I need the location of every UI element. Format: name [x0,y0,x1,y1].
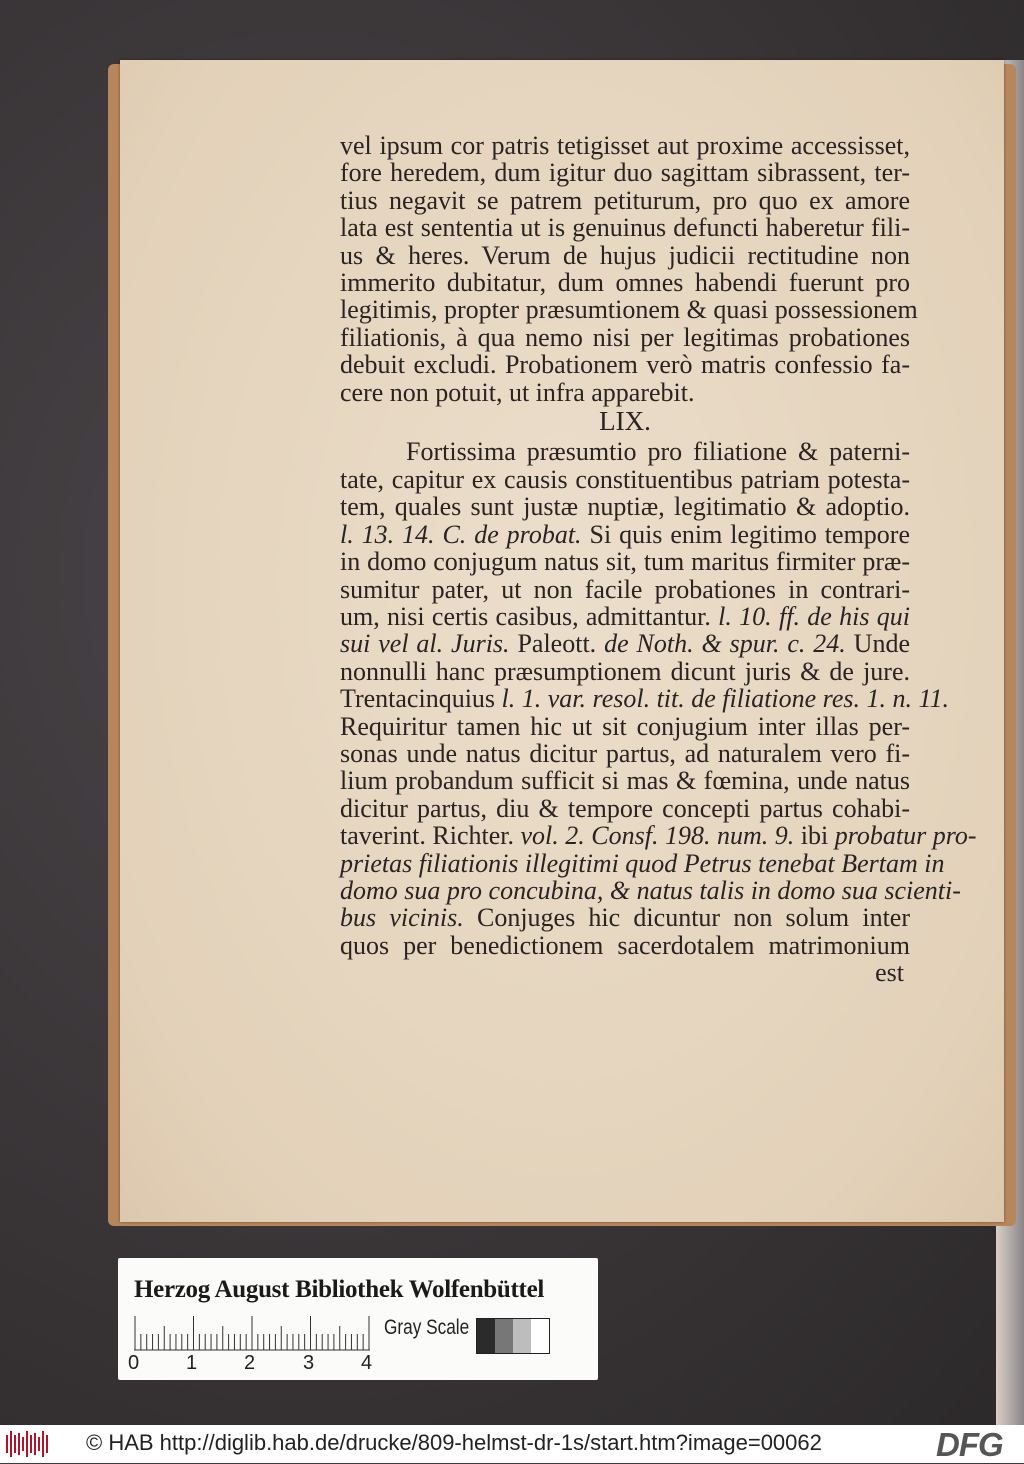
text-line: Fortissima præsumtio pro filiatione & paterni- [406,437,910,467]
text-run: Si quis enim legitimo tempore [581,519,910,549]
text-line: vel ipsum cor patris tetigisset aut proxime accessisset, [340,131,910,160]
citation: l. 10. ff. de his qui [718,601,910,631]
text-line: sonas unde natus dicitur partus, ad naturalem vero fi- [340,738,910,768]
text-run: Conjuges hic dicuntur non solum inter [463,903,910,933]
text-line: us & heres. Verum de hujus judicii rectitudine non [340,240,910,270]
text-line [340,630,910,657]
library-name: Herzog August Bibliothek Wolfenbüttel [134,1276,545,1303]
text-line: debuit excludi. Probationem verò matris confessio fa- [340,350,910,380]
ruler-number: 4 [361,1352,373,1374]
ruler-number: 1 [186,1352,198,1374]
text-line: quos per benedictionem sacerdotalem matrimonium [340,930,910,960]
citation: l. 1. var. resol. tit. de filiatione res. 1. n. 11. [501,684,950,714]
ruler-number: 0 [128,1352,140,1374]
citation: prietas filiationis illegitimi quod Petrus tenebat Bertam in [340,848,945,878]
catchword: est [875,958,904,988]
section-heading: LIX. [599,406,651,437]
ruler-number: 2 [244,1352,256,1374]
text-line: lium probandum sufficit si mas & fœmina, unde natus [340,766,910,796]
text-line: in domo conjugum natus sit, tum maritus firmiter præ- [340,547,910,577]
citation: probatur pro- [834,821,977,851]
text-line [340,603,910,630]
citation: de Noth. & spur. c. 24. [604,629,846,659]
gray-swatch [531,1319,549,1353]
hab-barcode-logo-icon [6,1431,48,1457]
text-line [340,821,977,851]
citation: sui vel al. Juris. [340,629,510,659]
text-line [340,904,910,931]
text-line [340,848,945,878]
text-run: ibi [794,821,835,851]
gray-scale-swatch [476,1318,550,1354]
ruler-numbers [128,1352,388,1374]
text-line [340,875,961,905]
text-run: taverint. Richter. [340,821,521,851]
ruler-number: 3 [303,1352,315,1374]
citation: domo sua pro concubina, & natus talis in domo sua scienti- [340,875,961,905]
text-line: tem, quales sunt justæ nuptiæ, legitimatio & adoptio. [340,492,910,522]
citation: vol. 2. Consf. 198. num. 9. [520,821,795,851]
text-line: tius negavit se patrem petiturum, pro quo ex amore [340,185,910,215]
gray-scale-label: Gray Scale [384,1316,470,1339]
gray-swatch [513,1319,531,1353]
ruler-scale-icon [134,1312,370,1352]
gray-swatch [477,1319,495,1353]
text-line: nonnulli hanc præsumptionem dicunt juris & de jure. [340,656,910,686]
copyright-url[interactable]: © HAB http://diglib.hab.de/drucke/809-helmst-dr-1s/start.htm?image=00062 [86,1430,822,1455]
text-line: legitimis, propter præsumtionem & quasi possessionem [340,295,918,325]
text-run: Unde [845,629,910,659]
text-line: fore heredem, dum igitur duo sagittam sibrassent, ter- [340,158,910,188]
text-line: Requiritur tamen hic ut sit conjugium inter illas per- [340,711,910,741]
text-line: sumitur pater, ut non facile probationes in contrari- [340,574,910,604]
text-line [340,521,910,548]
text-line: tate, capitur ex causis constituentibus patriam potesta- [340,464,910,494]
text-line: immerito dubitatur, dum omnes habendi fuerunt pro [340,268,910,298]
text-line [340,684,950,714]
text-line: filiationis, à qua nemo nisi per legitimas probationes [340,322,910,352]
text-run: um, nisi certis casibus, admittantur. [340,601,719,631]
gray-swatch [495,1319,513,1353]
text-line: dicitur partus, diu & tempore concepti partus cohabi- [340,793,910,823]
citation: bus vicinis. [340,903,464,933]
page-text [340,131,977,988]
citation: l. 13. 14. C. de probat. [340,519,582,549]
dfg-logo: DFG [936,1426,1003,1463]
text-run: Paleott. [509,629,605,659]
text-line: cere non potuit, ut infra apparebit. [340,377,695,407]
text-line: lata est sententia ut is genuinus defuncti haberetur fili- [340,213,910,243]
text-run: Trentacinquius [340,684,502,714]
